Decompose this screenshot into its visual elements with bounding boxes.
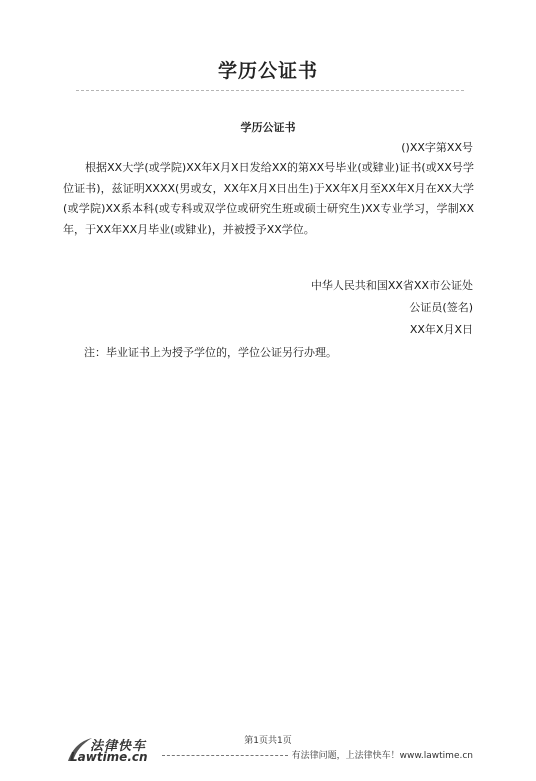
document-heading: 学历公证书 bbox=[240, 121, 296, 134]
lawtime-logo[interactable] bbox=[64, 735, 164, 765]
notary-office: 中华人民共和国XX省XX市公证处 bbox=[310, 279, 473, 292]
page-indicator: 第1页共1页 bbox=[244, 736, 292, 746]
footer-divider bbox=[162, 755, 288, 756]
document-body: 根据XX大学(或学院)XX年X月X日发给XX的第XX号毕业(或肄业)证书(或XX号学位证书)，兹证明XXXX(男或女，XX年X月X日出生)于XX年X月至XX年X月在XX大学(或学院)XX系本科(或专科或双学位或研究生班或硕士研究生)XX专业学习，学制XX年，于XX年XX月毕业(或肄业)，并被授予XX学位。 bbox=[63, 161, 474, 236]
footer-slogan[interactable]: 有法律问题，上法律快车！www.lawtime.cn bbox=[291, 751, 473, 761]
notary-signature: 公证员(签名) bbox=[409, 301, 473, 314]
page-title: 学历公证书 bbox=[217, 60, 318, 82]
document-note: 注：毕业证书上为授予学位的，学位公证另行办理。 bbox=[84, 346, 337, 359]
logo-brand: 法律快车 bbox=[90, 739, 147, 754]
logo-domain: Lawtime.cn bbox=[70, 750, 148, 764]
document-number: ()XX字第XX号 bbox=[401, 141, 473, 154]
signature-date: XX年X月X日 bbox=[409, 323, 473, 336]
title-divider bbox=[76, 90, 464, 91]
